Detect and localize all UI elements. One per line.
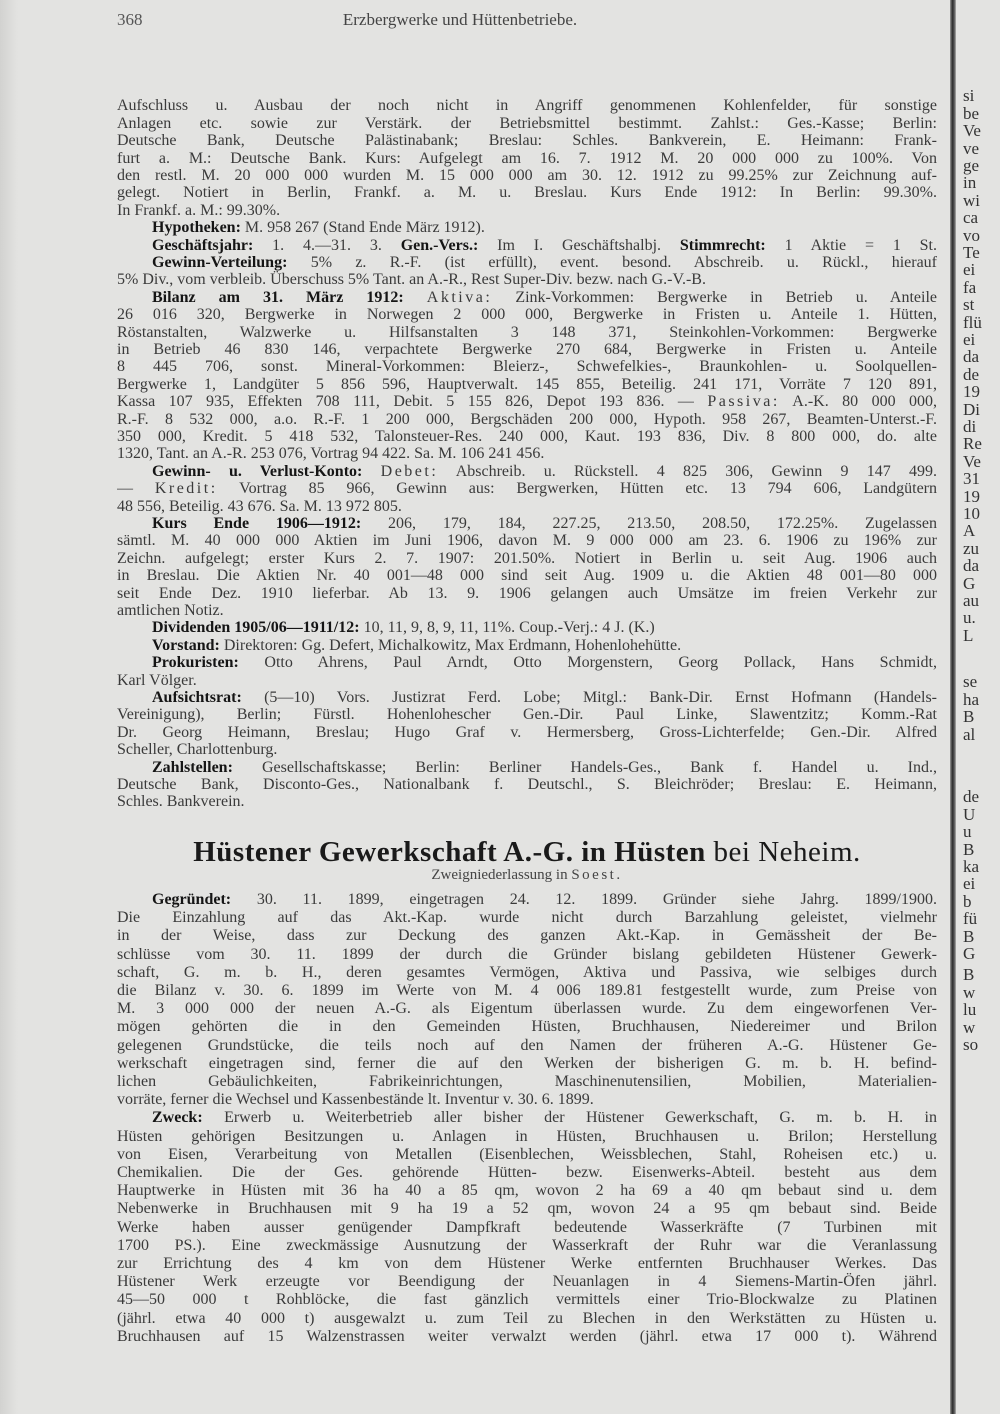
adjacent-page-text-fragment: zu [963,538,980,558]
adjacent-page-text-fragment: ei [963,329,976,349]
section-label: Gegründet: [152,890,232,908]
branch-label: Zweigniederlassung in [431,867,568,883]
text-line [117,202,937,219]
text-segment: von Eisen, Verarbeitung von Metallen (Eisenblechen, Weissblechen, Stahl, Roheisen etc.) u. [117,1145,937,1163]
adjacent-page-text-fragment: 19 [963,382,980,402]
text-segment: A.-K. 80 000 000, [779,393,937,411]
section-label: Gewinn- u. Verlust-Konto: [152,462,363,480]
text-line [117,358,937,375]
text-segment: Otto Ahrens, Paul Arndt, Otto Morgenstern, Georg Pollack, Hans Schmidt, [238,654,937,672]
text-line [117,891,937,909]
text-segment: Kassa 107 935, Effekten 708 111, Debit. 5 155 826, Depot 193 836. — [117,393,708,411]
text-line [117,306,937,323]
text-line [117,1219,937,1237]
adjacent-page-text-fragment: ge [963,155,980,175]
adjacent-page-text-fragment: Ve [963,451,981,471]
section-label: Bilanz am 31. März 1912: [152,288,404,306]
text-line [117,515,937,532]
text-line [117,237,937,254]
adjacent-page-text-fragment: L [963,625,974,645]
text-line [117,964,937,982]
adjacent-page-text-fragment: vo [963,225,980,245]
spaced-term: Debet: [380,462,439,480]
text-segment: (5—10) Vors. Justizrat Ferd. Lobe; Mitgl.: Bank-Dir. Ernst Hofmann (Handels- [241,688,937,706]
adjacent-page-text-fragment: Re [963,434,982,454]
adjacent-page-text-fragment: de [963,787,980,807]
section-label: Stimmrecht: [679,236,766,254]
text-line [117,1073,937,1091]
text-segment: Anlagen etc. sowie zur Verstärk. der Betriebsmittel bestimmt. Zahlst.: Ges.-Kasse; Berlin: [117,114,937,132]
text-line [117,271,937,288]
text-segment: M. 958 267 (Stand Ende März 1912). [240,219,485,237]
text-segment: seit Ende Dez. 1910 lieferbar. Ab 13. 9. 1906 gelangen auch Umsätze im freien Verkehr zur [117,584,937,602]
text-line [117,532,937,549]
adjacent-page-text-fragment: da [963,347,980,367]
text-segment: schaft, G. m. b. H., deren gesamtes Vermögen, Aktiva und Passiva, wie selbiges durch [117,963,937,981]
spaced-term: Kredit: [154,480,218,498]
text-line [117,1109,937,1127]
text-line [117,480,937,497]
text-segment: 45—50 000 t Rohblöcke, die fast gänzlich vermittels einer Trio-Blockwalze zu Platinen [117,1291,937,1309]
text-segment: Deutsche Bank, Disconto-Ges., Nationalbank f. Deutschl., S. Bleichröder; Breslau: E. Heimann, [117,775,937,793]
text-segment: M. 3 000 000 der neuen A.-G. als Eigentum überlassen wurde. Zu dem eingeworfenen Ver- [117,1000,937,1018]
adjacent-page-text-fragment: au [963,590,980,610]
text-line [117,324,937,341]
text-segment: Bergwerke 1, Landgüter 5 856 596, Hauptverwalt. 145 855, Beteilig. 241 171, Vorräte 7 120 891, [117,375,937,393]
adjacent-page-text-fragment: ve [963,138,980,158]
text-segment: werkschaft eingetragen sind, ferner die auf den Werken der bisherigen G. m. b. H. befind- [117,1054,937,1072]
text-segment: Bruchhausen auf 15 Walzenstrassen weiter verwalzt werden (jährl. etwa 17 000 t). Während [117,1327,937,1345]
text-line [117,654,937,671]
text-segment: 26 016 320, Bergwerke in Norwegen 2 000 000, Bergwerke in Fristen u. Anteile 1. Hütten, [117,306,937,324]
text-segment: Hauptwerke in Hüsten mit 36 ha 40 a 85 qm, wovon 2 ha 69 a 40 qm bebaut sind u. dem [117,1182,937,1200]
adjacent-page-text-fragment: se [963,672,978,692]
text-line [117,585,937,602]
text-segment: Vortrag 85 966, Gewinn aus: Bergwerken, Hütten etc. 13 794 606, Landgütern [217,480,937,498]
text-segment: Gesellschaftskasse; Berlin: Berliner Handels-Ges., Bank f. Handel u. Ind., [232,758,937,776]
text-line [117,946,937,964]
text-segment: Schles. Bankverein. [117,793,245,811]
section-label: Zweck: [152,1109,203,1127]
adjacent-page-text-fragment: ha [963,689,980,709]
adjacent-page-text-fragment: in [963,173,977,193]
adjacent-page-text-fragment: flü [963,312,982,332]
text-line [117,376,937,393]
text-segment: Hüsten gehörigen Besitzungen u. Anlagen in Hüsten, Bruchhausen u. Brilon; Herstellung [117,1127,937,1145]
text-segment: 1320, Tant. an A.-R. 253 076, Vortrag 94 422. Sa. M. 106 241 456. [117,445,545,463]
text-line [117,341,937,358]
text-line [117,619,937,636]
text-segment: 206, 179, 184, 227.25, 213.50, 208.50, 172.25%. Zugelassen [361,514,937,532]
text-segment: 10, 11, 9, 8, 9, 11, 11%. Coup.-Verj.: 4 J. (K.) [359,619,655,637]
text-line [117,393,937,410]
text-line [117,567,937,584]
text-segment: 5% z. R.-F. (ist erfüllt), event. besond. Abschreib. u. Rückl., hierauf [287,253,937,271]
adjacent-page-text-fragment: w [963,1017,976,1037]
text-line [117,219,937,236]
text-segment: Vereinigung), Berlin; Fürstl. Hohenlohescher Gen.-Dir. Paul Linke, Slawentzitz; Komm.-Rat [117,706,937,724]
text-line [117,1291,937,1309]
text-segment: mögen gehörten die in den Gemeinden Hüsten, Bruchhausen, Niedereimer und Brilon [117,1018,937,1036]
text-segment: Dr. Georg Heimann, Breslau; Hugo Graf v. Hermersberg, Gross-Lichterfelde; Gen.-Dir. Alfred [117,723,937,741]
text-segment: Röstanstalten, Walzwerke u. Hilfsanstalten 3 148 371, Steinkohlen-Vorkommen: Bergwerke [117,323,937,341]
text-line [117,132,937,149]
text-line [117,1091,937,1109]
text-segment: gelegenen Grundstücke, die teils noch auf den Namen der früheren A.-G. Hüstener Ge- [117,1036,937,1054]
text-segment: Karl Völger. [117,671,197,689]
section-label: Hypotheken: [152,219,241,237]
adjacent-page-text-fragment: w [963,982,976,1002]
text-line [117,759,937,776]
adjacent-page-text-fragment: so [963,1034,979,1054]
text-line [117,637,937,654]
text-line [117,1273,937,1291]
text-segment: Zeichn. aufgelegt; erster Kurs 2. 7. 1907: 201.50%. Notiert in Berlin u. seit Aug. 1906 auch [117,549,937,567]
section-label: Prokuristen: [152,654,239,672]
text-line [117,1037,937,1055]
adjacent-page-text-fragment: da [963,556,980,576]
adjacent-page-text-fragment: A [963,521,976,541]
text-line [117,1182,937,1200]
text-segment: 350 000, Kredit. 5 418 532, Talonsteuer-Res. 240 000, Kaut. 193 836, Div. 8 800 000, do. alte [117,427,937,445]
text-line [117,167,937,184]
text-segment: 1700 PS.). Eine zweckmässige Ausnutzung der Wasserkraft der Ruhr war die Veranlassung [117,1236,937,1254]
text-line [117,706,937,723]
company-title [117,836,937,869]
adjacent-page-text-fragment: Ve [963,121,981,141]
adjacent-page-text-fragment: G [963,573,976,593]
company-subtitle [117,867,937,884]
text-segment: Werke haben ausser genügender Dampfkraft bedeutende Wasserkräfte (7 Turbinen mit [117,1218,937,1236]
adjacent-page-text-fragment: B [963,965,975,985]
adjacent-page-text-fragment: ca [963,208,979,228]
adjacent-page-text-fragment: Di [963,399,980,419]
adjacent-page-text-fragment: u. [963,608,976,628]
adjacent-page-text-fragment: ei [963,874,976,894]
adjacent-page-text-fragment: di [963,416,977,436]
adjacent-page-text-fragment: de [963,364,980,384]
company-title-location: bei Neheim. [713,836,861,868]
text-line [117,1000,937,1018]
text-line [117,550,937,567]
text-segment: Nebenwerke in Bruchhausen mit 9 ha 19 a 52 qm, wovon 24 a 95 qm bebaut sind. Beide [117,1200,937,1218]
company-title-name: Hüstener Gewerkschaft A.-G. in Hüsten [193,836,706,868]
text-segment: Die Einzahlung auf das Akt.-Kap. wurde nicht durch Barzahlung geleistet, vielmehr [117,909,937,927]
adjacent-page-text-fragment: be [963,103,980,123]
adjacent-page-text-fragment: si [963,86,975,106]
text-line [117,1146,937,1164]
text-line [117,150,937,167]
running-title: Erzbergwerke und Hüttenbetriebe. [342,10,578,29]
section-label: Kurs Ende 1906—1912: [152,514,362,532]
text-line [117,115,937,132]
adjacent-page-text-fragment: st [963,295,975,315]
adjacent-page-text-fragment: 19 [963,486,980,506]
text-line [117,1200,937,1218]
text-segment: 8 445 706, sonst. Mineral-Vorkommen: Bleierz-, Schwefelkies-, Braunkohlen- u. Soolquellen- [117,358,937,376]
adjacent-page-text-fragment: B [963,839,975,859]
section-label: Vorstand: [152,636,220,654]
text-line [117,672,937,689]
adjacent-page-text-fragment: 31 [963,469,980,489]
section-label: Gen.-Vers.: [400,236,479,254]
adjacent-page-text-fragment: fü [963,909,978,929]
adjacent-page-text-fragment: ka [963,856,980,876]
text-line [117,927,937,945]
adjacent-page-text-fragment: b [963,891,972,911]
text-segment: 30. 11. 1899, eingetragen 24. 12. 1899. Gründer siehe Jahrg. 1899/1900. [231,890,937,908]
spaced-term: Aktiva: [426,288,493,306]
adjacent-page-text-fragment: 10 [963,503,980,523]
adjacent-page-text-fragment: ei [963,260,976,280]
section-label: Zahlstellen: [152,758,233,776]
text-line [117,445,937,462]
adjacent-page-text-fragment: wi [963,190,980,210]
text-line [117,793,937,810]
text-segment: schlüsse vom 30. 11. 1899 der durch die Gründer bislang gebildeten Hüstener Gewerk- [117,945,937,963]
text-segment: in Betrieb 46 830 146, verpachtete Bergwerke 270 684, Bergwerke in Fristen u. Anteile [117,340,937,358]
text-segment: 1 Aktie = 1 St. [765,236,937,254]
text-segment: in der Weise, dass zur Deckung des ganzen Akt.-Kap. in Gemässheit der Be- [117,927,937,945]
text-segment: Chemikalien. Die der Ges. gehörende Hütten- bezw. Eisenwerks-Abteil. besteht aus dem [117,1163,937,1181]
text-line [117,498,937,515]
text-segment: Scheller, Charlottenburg. [117,741,278,759]
text-segment: amtlichen Notiz. [117,601,224,619]
text-segment: die Bilanz v. 30. 6. 1899 im Werte von M. 4 006 189.81 festgestellt wurde, zum Preise von [117,981,937,999]
page-edge-shadow [0,0,18,1414]
text-line [117,1237,937,1255]
text-line [117,1018,937,1036]
text-line [117,776,937,793]
adjacent-page-text-fragment: B [963,707,975,727]
text-line [117,184,937,201]
text-line [117,1055,937,1073]
text-line [117,1255,937,1273]
text-line [117,411,937,428]
text-line [117,741,937,758]
adjacent-page-text-fragment: U [963,804,976,824]
page-number: 368 [117,10,143,29]
text-segment [404,289,427,306]
branch-city: Soest. [571,867,623,883]
text-segment: In Frankf. a. M.: 99.30%. [117,201,281,219]
text-segment: Im I. Geschäftshalbj. [478,236,680,254]
text-segment [362,463,380,480]
text-line [117,254,937,271]
text-segment: — [117,480,155,498]
text-segment: Zink-Vorkommen: Bergwerke in Betrieb u. Anteile [492,288,937,306]
book-gutter-divider [950,0,956,1414]
text-line [117,1310,937,1328]
spaced-term: Passiva: [707,393,780,411]
text-segment: furt a. M.: Deutsche Bank. Kurs: Aufgelegt am 16. 7. 1912 M. 20 000 000 zu 100%. Von [117,149,937,167]
text-segment: sämtl. M. 40 000 000 Aktien im Juni 1906, davon M. 9 000 000 am 23. 6. 1906 zu 196% zur [117,532,937,550]
adjacent-page-text-fragment: B [963,926,975,946]
section-label: Geschäftsjahr: [152,236,254,254]
text-segment: gelegt. Notiert in Berlin, Frankf. a. M. u. Breslau. Kurs Ende 1912: In Berlin: 99.30%. [117,184,937,202]
text-line [117,1164,937,1182]
adjacent-page-text-fragment: lu [963,1000,977,1020]
text-segment: zur Errichtung des 4 km von dem Hüstener Werke entfernten Bruchhauser Werkes. Das [117,1254,937,1272]
text-line [117,909,937,927]
text-segment: Direktoren: Gg. Defert, Michalkowitz, Max Erdmann, Hohenlohehütte. [219,636,682,654]
text-segment: lichen Gebäulichkeiten, Fabrikeinrichtungen, Maschinenutensilien, Mobilien, Materialien- [117,1072,937,1090]
text-segment: den restl. M. 20 000 000 wurden M. 15 000 000 am 30. 12. 1912 zu 99.25% zur Zeichnung auf- [117,166,937,184]
text-line [117,1328,937,1346]
text-segment: vorräte, ferner die Wechsel und Kassenbestände lt. Inventur v. 30. 6. 1899. [117,1091,594,1109]
section-label: Aufsichtsrat: [152,688,242,706]
adjacent-page-text-fragment: u [963,822,972,842]
adjacent-page-text-fragment: fa [963,277,977,297]
text-line [117,1128,937,1146]
text-segment: Abschreib. u. Rückstell. 4 825 306, Gewinn 9 147 499. [438,462,937,480]
text-line [117,463,937,480]
adjacent-page-text-fragment: G [963,943,976,963]
text-segment: 5% Div., vom verbleib. Überschuss 5% Tant. an A.-R., Rest Super-Div. bezw. nach G.-V.-B. [117,271,706,289]
section-label: Dividenden 1905/06—1911/12: [152,619,360,637]
adjacent-page-text-fragment: Te [963,242,980,262]
text-segment: (jährl. etwa 40 000 t) ausgewalzt u. zum Teil zu Blechen in den Werkstätten zu Hüsten u. [117,1309,937,1327]
text-line [117,724,937,741]
text-line [117,289,937,306]
section-label: Gewinn-Verteilung: [152,253,288,271]
text-line [117,97,937,114]
text-line [117,689,937,706]
text-segment: in Breslau. Die Aktien Nr. 40 001—48 000 sind seit Aug. 1909 u. die Aktien 48 001—80 000 [117,567,937,585]
text-line [117,428,937,445]
text-segment: Hüstener Werk erzeugte vor Beendigung der Neuanlagen in 4 Siemens-Martin-Öfen jährl. [117,1273,937,1291]
text-segment: R.-F. 8 532 000, a.o. R.-F. 1 200 000, Bergschäden 200 000, Hypoth. 958 267, Beamten-Unterst.-F. [117,410,937,428]
text-segment: Deutsche Bank, Deutsche Palästinabank; Breslau: Schles. Bankverein, E. Heimann: Frank- [117,132,937,150]
text-line [117,602,937,619]
adjacent-page-text-fragment: al [963,724,976,744]
text-line [117,982,937,1000]
text-segment: Erwerb u. Weiterbetrieb aller bisher der Hüstener Gewerkschaft, G. m. b. H. in [202,1109,937,1127]
text-segment: 1. 4.—31. 3. [253,236,401,254]
text-segment: 48 556, Beteilig. 43 676. Sa. M. 13 972 805. [117,497,402,515]
text-segment: Aufschluss u. Ausbau der noch nicht in Angriff genommenen Kohlenfelder, für sonstige [117,97,937,115]
